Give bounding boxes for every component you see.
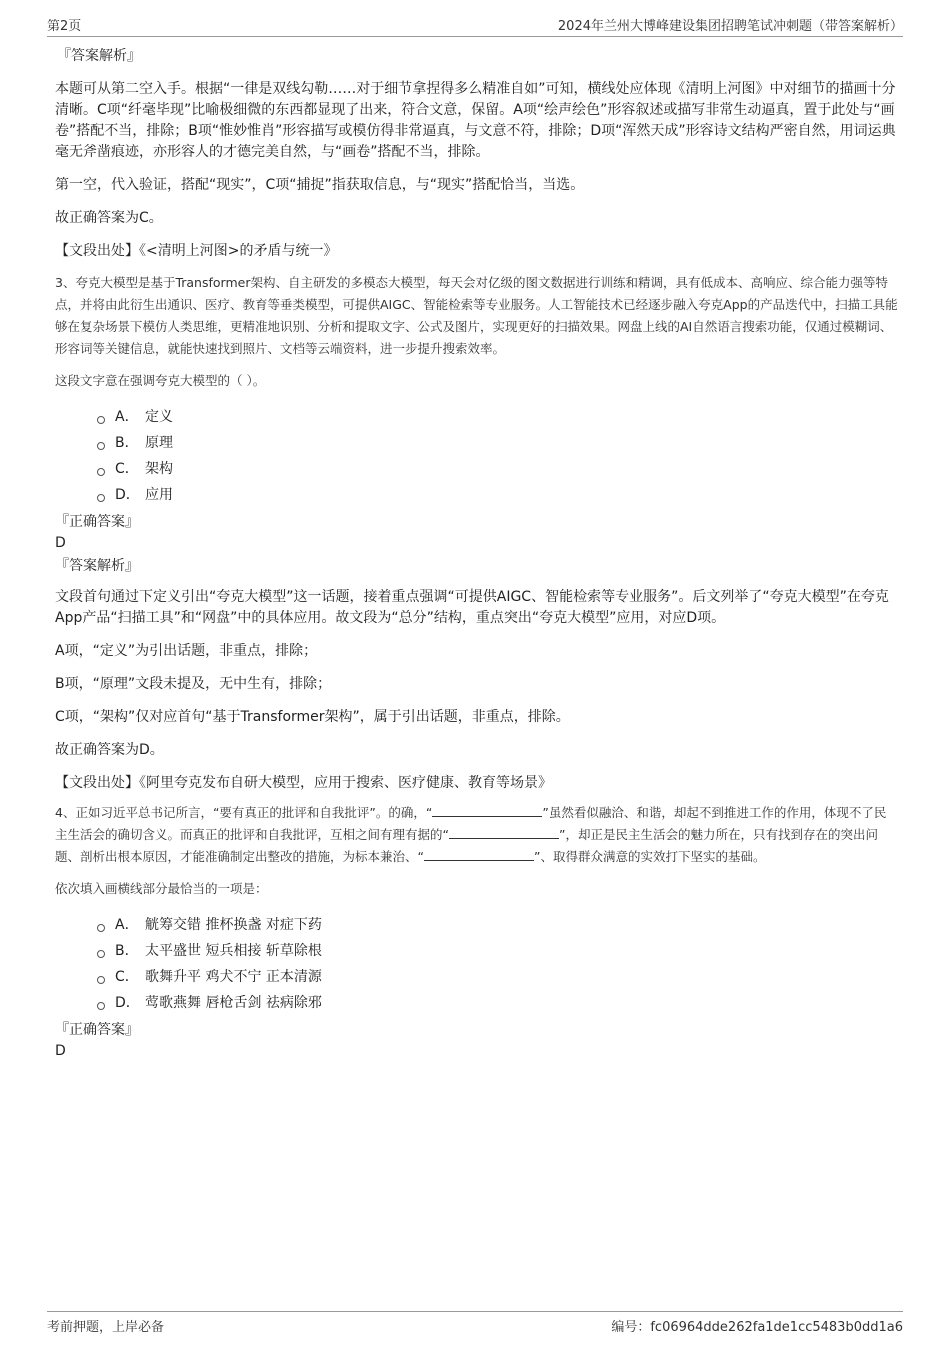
- q2-explanation-1: 本题可从第二空入手。根据“一律是双线勾勒……对于细节拿捏得多么精准自如”可知，横线处应体现《清明上河图》中对细节的描画十分清晰。C项“纤毫毕现”比喻极细微的东西都显现了出来，符合文意，保留。A项“绘声绘色”形容叙述或描写非常生动逼真，置于此处与“画卷”搭配不当，排除；B项“惟妙惟肖”形容描写或模仿得非常逼真，与文意不符，排除；D项“浑然天成”形容诗文结构严密自然，用词运典毫无斧凿痕迹，亦形容人的才德完美自然，与“画卷”搭配不当，排除。: [55, 81, 896, 160]
- fill-blank-2: [449, 826, 559, 839]
- fill-blank-3: [424, 848, 534, 861]
- q3-analysis-label: 『答案解析』: [55, 558, 139, 574]
- q3-analysis-c: C项，“架构”仅对应首句“基于Transformer架构”，属于引出话题，非重点，排除。: [55, 709, 570, 725]
- radio-icon[interactable]: [97, 924, 105, 932]
- fill-blank-1: [432, 804, 542, 817]
- q3-option-b[interactable]: B． 原理: [97, 430, 898, 456]
- document-title: 2024年兰州大博峰建设集团招聘笔试冲刺题（带答案解析）: [557, 19, 903, 34]
- q3-option-c[interactable]: C． 架构: [97, 456, 898, 482]
- radio-icon[interactable]: [97, 950, 105, 958]
- q3-question: 这段文字意在强调夸克大模型的（ ）。: [55, 373, 266, 388]
- radio-icon[interactable]: [97, 468, 105, 476]
- q3-source: 【文段出处】《阿里夸克发布自研大模型，应用于搜索、医疗健康、教育等场景》: [55, 775, 552, 791]
- q3-answer: D: [55, 535, 66, 551]
- q3-options: [97, 404, 898, 508]
- q4-answer: D: [55, 1043, 66, 1059]
- q3-analysis-a: A项，“定义”为引出话题，非重点，排除；: [55, 643, 318, 659]
- q3-answer-label: 『正确答案』: [55, 514, 139, 530]
- radio-icon[interactable]: [97, 976, 105, 984]
- q4-question: 依次填入画横线部分最恰当的一项是：: [55, 881, 268, 896]
- radio-icon[interactable]: [97, 416, 105, 424]
- q2-conclusion: 故正确答案为C。: [55, 210, 163, 226]
- q4-option-c[interactable]: C． 歌舞升平 鸡犬不宁 正本清源: [97, 964, 898, 990]
- document-body: [55, 46, 898, 1062]
- page-header: [47, 12, 903, 37]
- q3-option-a[interactable]: A． 定义: [97, 404, 898, 430]
- radio-icon[interactable]: [97, 494, 105, 502]
- q4-option-b[interactable]: B． 太平盛世 短兵相接 斩草除根: [97, 938, 898, 964]
- radio-icon[interactable]: [97, 1002, 105, 1010]
- document-id: 编号：fc06964dde262fa1de1cc5483b0dd1a6: [611, 1320, 903, 1335]
- footer-slogan: 考前押题，上岸必备: [47, 1320, 165, 1335]
- q3-stem: 3、夸克大模型是基于Transformer架构、自主研发的多模态大模型，每天会对亿级的图文数据进行训练和精调，具有低成本、高响应、综合能力强等特点，并将由此衍生出通识、医疗、教育等垂类模型，可提供AIGC、智能检索等专业服务。人工智能技术已经逐步融入夸克App的产品迭代中，扫描工具能够在复杂场景下模仿人类思维，更精准地识别、分析和提取文字、公式及图片，实现更好的扫描效果。网盘上线的AI自然语言搜索功能，仅通过模糊词、形容词等关键信息，就能快速找到照片、文档等云端资料，进一步提升搜索效率。: [55, 275, 898, 356]
- page-number: 第2页: [47, 19, 82, 34]
- q4-answer-label: 『正确答案』: [55, 1022, 139, 1038]
- q4-options: [97, 912, 898, 1016]
- q2-explanation-2: 第一空，代入验证，搭配“现实”，C项“捕捉”指获取信息，与“现实”搭配恰当，当选。: [55, 177, 585, 193]
- q4-option-d[interactable]: D． 莺歌燕舞 唇枪舌剑 祛病除邪: [97, 990, 898, 1016]
- q3-conclusion: 故正确答案为D。: [55, 742, 164, 758]
- q3-analysis-b: B项，“原理”文段未提及，无中生有，排除；: [55, 676, 332, 692]
- q2-analysis-label: 『答案解析』: [57, 48, 141, 64]
- radio-icon[interactable]: [97, 442, 105, 450]
- q3-option-d[interactable]: D． 应用: [97, 482, 898, 508]
- q4-stem: 4、正如习近平总书记所言，“要有真正的批评和自我批评”。的确，“ ”虽然看似融洽、和谐，却起不到推进工作的作用，体现不了民主生活会的确切含义。而真正的批评和自我批评，互相之间有理有据的“ ”，却正是民主生活会的魅力所在，只有找到存在的突出问题、剖析出根本原因，才能准确制定出整改的措施，为标本兼治、“ ”、取得群众满意的实效打下坚实的基础。: [55, 805, 887, 864]
- q4-option-a[interactable]: A． 觥筹交错 推杯换盏 对症下药: [97, 912, 898, 938]
- q2-source: 【文段出处】《<清明上河图>的矛盾与统一》: [55, 243, 338, 259]
- q3-analysis-main: 文段首句通过下定义引出“夸克大模型”这一话题，接着重点强调“可提供AIGC、智能检索等专业服务”。后文列举了“夸克大模型”在夸克App产品“扫描工具”和“网盘”中的具体应用。故文段为“总分”结构，重点突出“夸克大模型”应用，对应D项。: [55, 589, 889, 626]
- page-footer: [47, 1311, 903, 1338]
